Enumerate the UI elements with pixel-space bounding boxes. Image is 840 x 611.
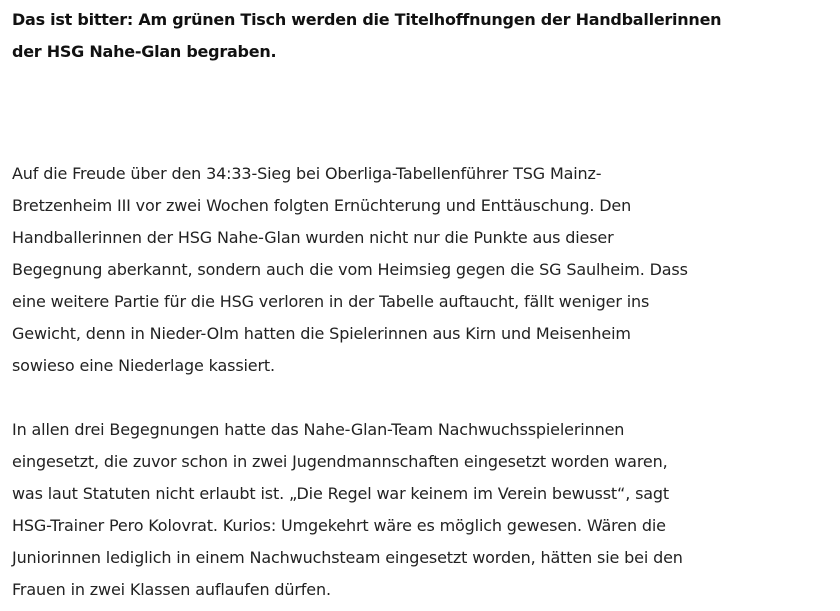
paragraph-line: eine weitere Partie für die HSG verloren in der Tabelle auftaucht, fällt weniger ins bbox=[12, 292, 650, 311]
paragraph-line: HSG-Trainer Pero Kolovrat. Kurios: Umgekehrt wäre es möglich gewesen. Wären die bbox=[12, 516, 666, 535]
paragraph-line: Auf die Freude über den 34:33-Sieg bei Oberliga-Tabellenführer TSG Mainz- bbox=[12, 164, 602, 183]
lead-line: Das ist bitter: Am grünen Tisch werden die Titelhoffnungen der Handballerinnen bbox=[12, 10, 722, 29]
article-paragraph-1 bbox=[12, 158, 712, 382]
lead-line: der HSG Nahe-Glan begraben. bbox=[12, 42, 277, 61]
paragraph-line: was laut Statuten nicht erlaubt ist. „Die Regel war keinem im Verein bewusst“, sagt bbox=[12, 484, 670, 503]
paragraph-line: Frauen in zwei Klassen auflaufen dürfen. bbox=[12, 580, 331, 599]
paragraph-line: Gewicht, denn in Nieder-Olm hatten die Spielerinnen aus Kirn und Meisenheim bbox=[12, 324, 631, 343]
article-paragraph-2 bbox=[12, 414, 712, 606]
article-body bbox=[12, 4, 722, 606]
paragraph-line: Begegnung aberkannt, sondern auch die vom Heimsieg gegen die SG Saulheim. Dass bbox=[12, 260, 688, 279]
paragraph-line: sowieso eine Niederlage kassiert. bbox=[12, 356, 275, 375]
content-spacer bbox=[12, 68, 712, 158]
paragraph-line: In allen drei Begegnungen hatte das Nahe-Glan-Team Nachwuchsspielerinnen bbox=[12, 420, 625, 439]
paragraph-line: eingesetzt, die zuvor schon in zwei Jugendmannschaften eingesetzt worden waren, bbox=[12, 452, 668, 471]
paragraph-line: Handballerinnen der HSG Nahe-Glan wurden nicht nur die Punkte aus dieser bbox=[12, 228, 614, 247]
paragraph-line: Bretzenheim III vor zwei Wochen folgten Ernüchterung und Enttäuschung. Den bbox=[12, 196, 632, 215]
article-lead bbox=[12, 4, 722, 68]
paragraph-line: Juniorinnen lediglich in einem Nachwuchsteam eingesetzt worden, hätten sie bei den bbox=[12, 548, 683, 567]
